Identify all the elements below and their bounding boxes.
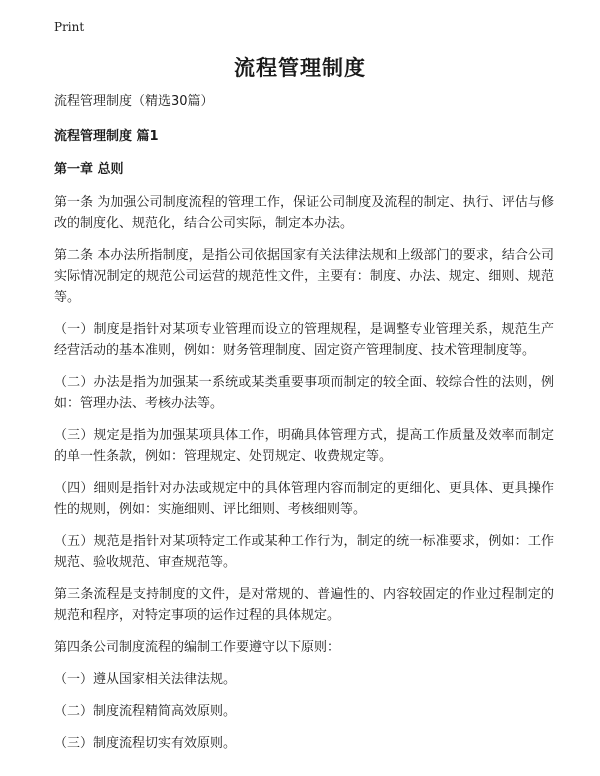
document-title: 流程管理制度 [234,56,366,80]
document-body [54,92,554,765]
paragraph-principle-2: （二）制度流程精简高效原则。 [54,704,237,719]
paragraph-article-3: 第三条流程是支持制度的文件，是对常规的、普遍性的、内容较固定的作业过程制定的规范和程序，对特定事项的运作过程的具体规定。 [54,587,554,623]
paragraph-principle-1: （一）遵从国家相关法律法规。 [54,672,237,687]
paragraph-item-4: （四）细则是指针对办法或规定中的具体管理内容而制定的更细化、更具体、更具操作性的规则，例如：实施细则、评比细则、考核细则等。 [54,481,554,517]
paragraph-principle-3: （三）制度流程切实有效原则。 [54,736,237,751]
paragraph-article-4: 第四条公司制度流程的编制工作要遵守以下原则： [54,640,341,655]
paragraph-article-2: 第二条 本办法所指制度，是指公司依据国家有关法律法规和上级部门的要求，结合公司实际情况制定的规范公司运营的规范性文件，主要有：制度、办法、规定、细则、规范等。 [54,248,554,305]
document-subtitle: 流程管理制度（精选30篇） [54,94,214,109]
paragraph-item-3: （三）规定是指为加强某项具体工作，明确具体管理方式，提高工作质量及效率而制定的单一性条款，例如：管理规定、处罚规定、收费规定等。 [54,428,554,464]
print-link[interactable]: Print [54,20,85,34]
paragraph-item-1: （一）制度是指针对某项专业管理而设立的管理规程，是调整专业管理关系，规范生产经营活动的基本准则，例如：财务管理制度、固定资产管理制度、技术管理制度等。 [54,322,554,358]
paragraph-article-1: 第一条 为加强公司制度流程的管理工作，保证公司制度及流程的制定、执行、评估与修改的制度化、规范化，结合公司实际，制定本办法。 [54,195,554,231]
paragraph-item-2: （二）办法是指为加强某一系统或某类重要事项而制定的较全面、较综合性的法则，例如：管理办法、考核办法等。 [54,375,554,411]
chapter-heading: 第一章 总则 [54,162,124,177]
section-heading: 流程管理制度 篇1 [54,129,159,144]
paragraph-item-5: （五）规范是指针对某项特定工作或某种工作行为，制定的统一标准要求，例如：工作规范、验收规范、审查规范等。 [54,534,554,570]
